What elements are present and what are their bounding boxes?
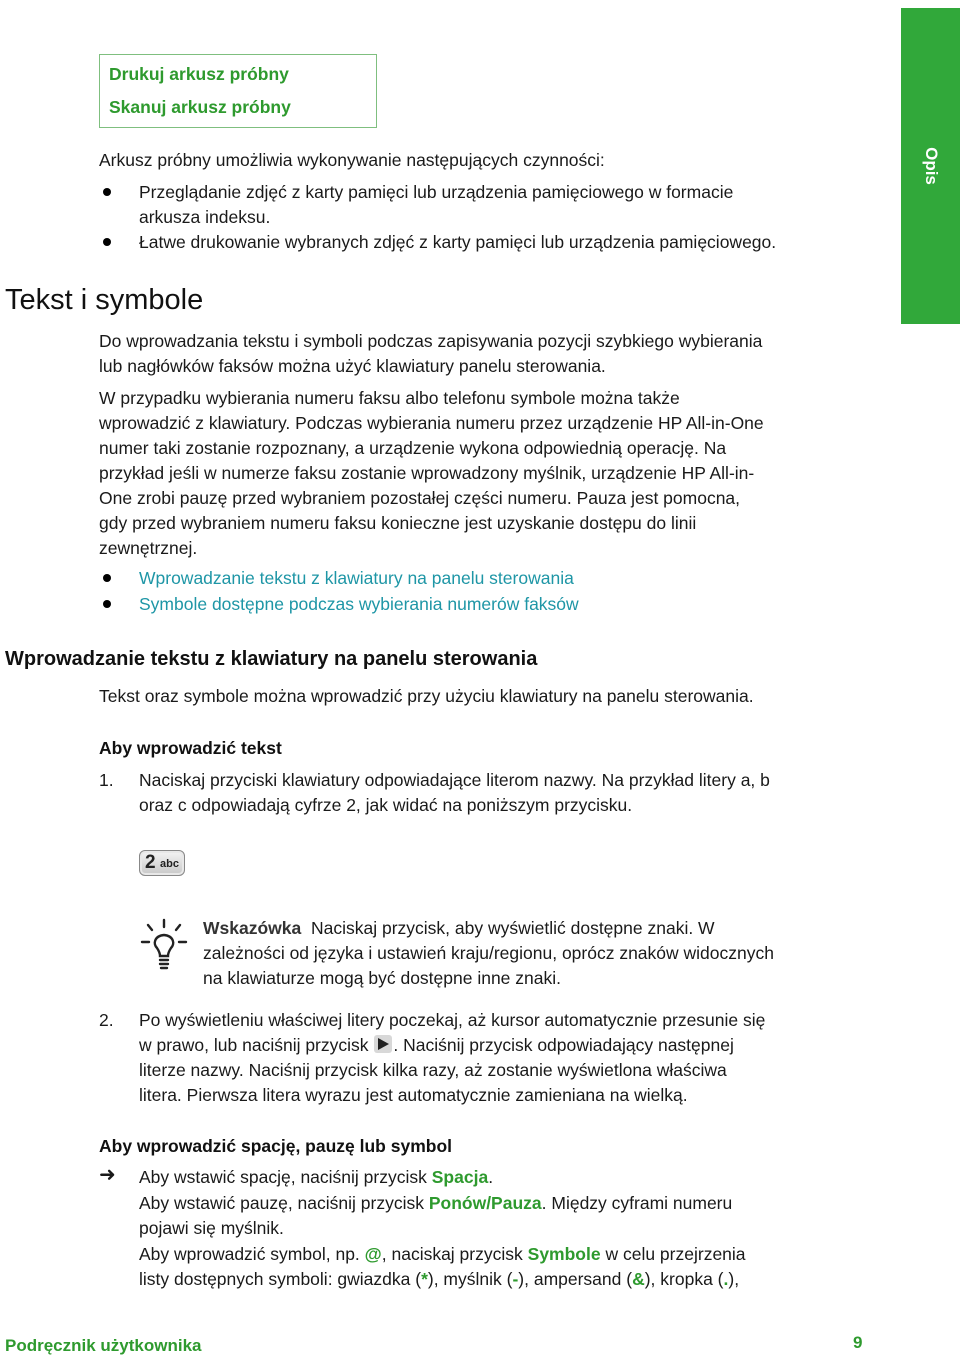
pause-line2: pojawi się myślnik. (139, 1218, 284, 1238)
sym2-amp: & (632, 1269, 645, 1289)
s1-para2-line5: One zrobi pauzę przed wybraniem pozostałej części numeru. Pauza jest pomocna, (99, 488, 741, 508)
step2-line4: litera. Pierwsza litera wyrazu jest automatycznie zamieniana na wielką. (139, 1085, 688, 1105)
sym2-star: * (421, 1269, 428, 1289)
menu-box (99, 54, 377, 128)
bullet-icon (103, 600, 111, 608)
space-text: Aby wstawić spację, naciśnij przycisk (139, 1167, 427, 1187)
s2-intro: Tekst oraz symbole można wprowadzić przy użyciu klawiatury na panelu sterowania. (99, 686, 754, 706)
symbol-text-a: Aby wprowadzić symbol, np. (139, 1244, 360, 1264)
sym2-b: ), myślnik ( (427, 1269, 513, 1289)
sym2-dash: - (512, 1269, 519, 1289)
section-title-keyboard-entry: Wprowadzanie tekstu z klawiatury na panelu sterowania (5, 648, 538, 670)
sym2-d: ), kropka ( (644, 1269, 724, 1289)
tip-line3: na klawiaturze mogą być dostępne inne znaki. (203, 968, 561, 988)
s1-para2-line3: numer taki zostanie rozpoznany, a urządzenie wykona odpowiednią operację. Na (99, 438, 727, 458)
tip-text-1: Naciskaj przycisk, aby wyświetlić dostępne znaki. W (310, 918, 715, 938)
step2-line2-b: . Naciśnij przycisk odpowiadający następnej (393, 1035, 734, 1055)
keycap-letters: abc (160, 858, 179, 870)
s1-para1-line2: lub nagłówków faksów można użyć klawiatury panelu sterowania. (99, 356, 606, 376)
symbol-line2 (139, 1267, 739, 1292)
step1-line1: Naciskaj przyciski klawiatury odpowiadające literom nazwy. Na przykład litery a, b (139, 770, 770, 790)
bullet-icon (103, 188, 111, 196)
s1-para1-line1: Do wprowadzania tekstu i symboli podczas zapisywania pozycji szybkiego wybierania (99, 331, 763, 351)
sym2-dot: . (723, 1269, 729, 1289)
pause-text: Aby wstawić pauzę, naciśnij przycisk (139, 1193, 424, 1213)
step1-number: 1. (99, 770, 114, 790)
step2-line3: literze nazwy. Naciśnij przycisk kilka razy, aż zostanie wyświetlona właściwa (139, 1060, 727, 1080)
s1-para2-line1: W przypadku wybierania numeru faksu albo telefonu symbole można także (99, 388, 680, 408)
pause-line (139, 1191, 732, 1216)
s1-para2-line2: wprowadzić z klawiatury. Podczas wybierania numeru przez urządzenie HP All-in-One (99, 413, 764, 433)
keypad-2-abc-image (139, 850, 185, 876)
symbol-text-c: w celu przejrzenia (605, 1244, 746, 1264)
tip-line2: zależności od języka i ustawień kraju/regionu, oprócz znaków widocznych (203, 943, 774, 963)
s1-para2-line6: gdy przed wybraniem numeru faksu konieczne jest uzyskanie dostępu do linii (99, 513, 697, 533)
pause-button-name: Ponów/Pauza (428, 1193, 542, 1213)
symbol-line1 (139, 1242, 746, 1267)
bullet-icon (103, 238, 111, 246)
side-tab-label: Opis (921, 147, 941, 185)
space-button-name: Spacja (431, 1167, 489, 1187)
section-title-text-symbols: Tekst i symbole (5, 284, 204, 316)
step1-line2: oraz c odpowiadają cyfrze 2, jak widać na poniższym przycisku. (139, 795, 633, 815)
intro-bullet-1b: arkusza indeksu. (139, 207, 271, 227)
s1-para2-line7: zewnętrznej. (99, 538, 198, 558)
link-keyboard-entry[interactable]: Wprowadzanie tekstu z klawiatury na panelu sterowania (139, 568, 574, 588)
side-tab (901, 8, 960, 324)
tip-line1 (203, 916, 715, 941)
footer-manual-title: Podręcznik użytkownika (5, 1336, 202, 1355)
intro-text: Arkusz próbny umożliwia wykonywanie następujących czynności: (99, 150, 605, 170)
step2-line2 (139, 1033, 734, 1058)
sym2-a: listy dostępnych symboli: gwiazdka ( (139, 1269, 422, 1289)
space-line (139, 1165, 493, 1190)
space-end: . (488, 1167, 494, 1187)
keycap-number: 2 (145, 852, 156, 873)
link-fax-symbols[interactable]: Symbole dostępne podczas wybierania numerów faksów (139, 594, 579, 614)
menu-item-scan-proof[interactable]: Skanuj arkusz próbny (109, 97, 291, 117)
symbols-button-name: Symbole (527, 1244, 601, 1264)
arrow-bullet-icon: ➜ (99, 1164, 116, 1186)
tip-label: Wskazówka (203, 918, 302, 938)
menu-item-print-proof[interactable]: Drukuj arkusz próbny (109, 64, 289, 84)
intro-bullet-2: Łatwe drukowanie wybranych zdjęć z karty pamięci lub urządzenia pamięciowego. (139, 232, 777, 252)
step2-line1: Po wyświetleniu właściwej litery poczekaj, aż kursor automatycznie przesunie się (139, 1010, 766, 1030)
bullet-icon (103, 574, 111, 582)
s1-para2-line4: przykład jeśli w numerze faksu zostanie wprowadzony myślnik, urządzenie HP All-in- (99, 463, 755, 483)
sym2-e: ), (728, 1269, 740, 1289)
subheading-enter-text: Aby wprowadzić tekst (99, 738, 282, 758)
step2-number: 2. (99, 1010, 114, 1030)
right-arrow-button-icon (373, 1034, 393, 1054)
step2-line2-a: w prawo, lub naciśnij przycisk (139, 1035, 369, 1055)
symbol-at: @ (364, 1244, 382, 1264)
symbol-text-b: , naciskaj przycisk (381, 1244, 523, 1264)
sym2-c: ), ampersand ( (518, 1269, 633, 1289)
footer-page-number: 9 (853, 1333, 863, 1352)
subheading-space-pause-symbol: Aby wprowadzić spację, pauzę lub symbol (99, 1136, 452, 1156)
intro-bullet-1a: Przeglądanie zdjęć z karty pamięci lub urządzenia pamięciowego w formacie (139, 182, 734, 202)
pause-end: . Między cyframi numeru (541, 1193, 733, 1213)
lightbulb-icon (140, 918, 188, 972)
